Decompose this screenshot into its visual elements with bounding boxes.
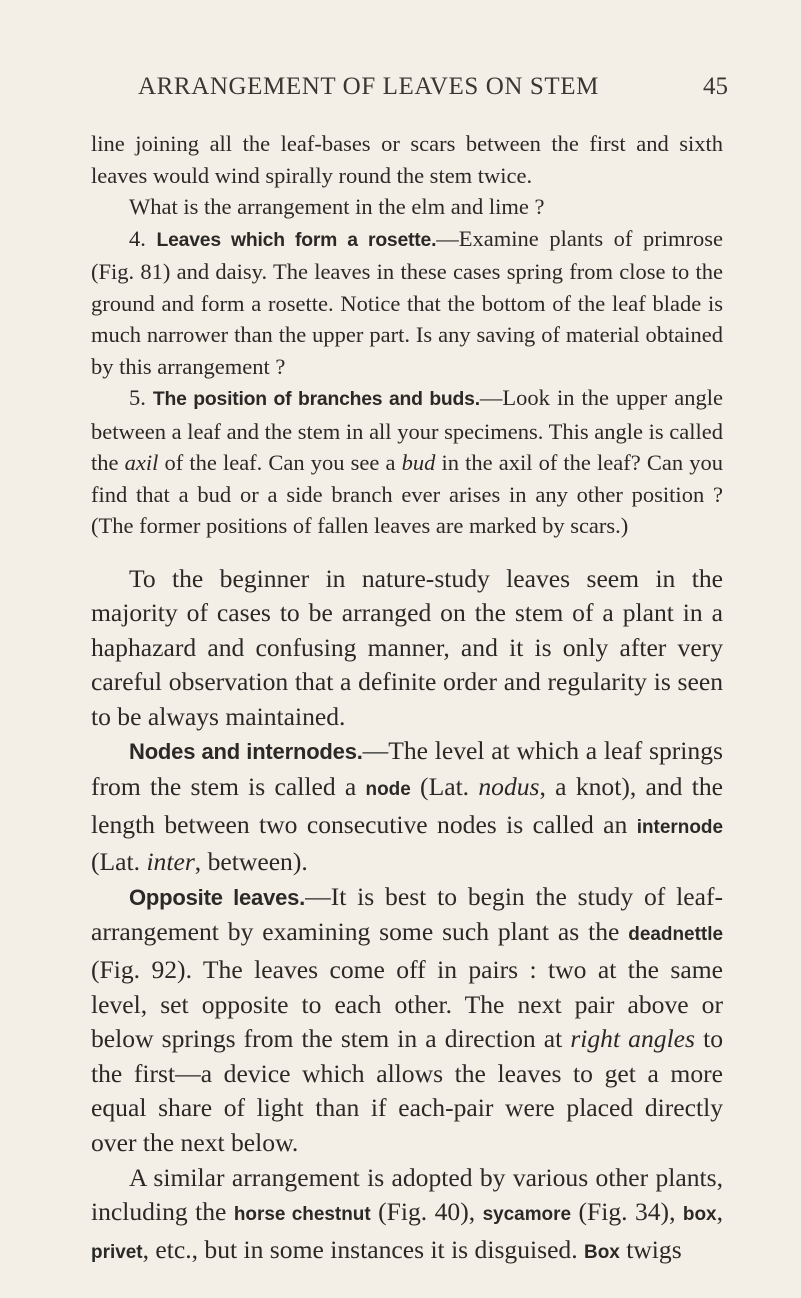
- paragraph-branches-buds: 5. The position of branches and buds.—Look in the upper angle between a leaf and the stem in all your specimens. This angle is called the axil of the leaf. Can you see a bud in the axil of the leaf? Can you find that a bud or a side branch ever arises in any other position ? (The former positions of fallen leaves are marked by scars.): [91, 385, 723, 538]
- paragraph-opposite-leaves: Opposite leaves.—It is best to begin the study of leaf-arrangement by examining some such plant as the deadnettle (Fig. 92). The leaves come off in pairs : two at the same level, set opposite to each other. The next pair above or below springs from the stem in a direction at right angles to the first—a device which allows the leaves to get a more equal share of light than if each-pair were placed directly over the next below.: [91, 881, 723, 1157]
- paragraph-question-elm-lime: What is the arrangement in the elm and lime ?: [129, 194, 545, 219]
- term-axil: axil: [124, 450, 159, 475]
- running-head: [138, 73, 728, 103]
- term-deadnettle: deadnettle: [628, 924, 723, 946]
- term-box: box: [682, 1204, 717, 1226]
- term-bud: bud: [401, 450, 436, 475]
- term-nodus: nodus: [478, 772, 540, 802]
- term-horse-chestnut: horse chestnut: [233, 1204, 371, 1226]
- item-number: 4.: [129, 225, 146, 251]
- subheading-nodes: Nodes and internodes.: [129, 739, 363, 765]
- term-right-angles: right angles: [570, 1024, 695, 1054]
- term-inter: inter: [146, 847, 195, 877]
- paragraph-rosette: 4. Leaves which form a rosette.—Examine plants of primrose (Fig. 81) and daisy. The leaves in these cases spring from close to the ground and form a rosette. Notice that the bottom of the leaf blade is much narrower than the upper part. Is any saving of material obtained by this arrangement ?: [91, 225, 723, 379]
- item-number: 5.: [129, 385, 146, 410]
- paragraph-spiral: line joining all the leaf-bases or scars between the first and sixth leaves would wind spirally round the stem twice.: [91, 131, 723, 188]
- subheading-opposite-leaves: Opposite leaves.: [129, 884, 306, 910]
- running-title: ARRANGEMENT OF LEAVES ON STEM: [138, 73, 599, 100]
- term-box-twigs: Box: [584, 1241, 620, 1263]
- term-node: node: [365, 779, 411, 801]
- paragraph-intro: To the beginner in nature-study leaves seem in the majority of cases to be arranged on the stem of a plant in a haphazard and confusing manner, and it is only after very careful observation that a definite order and regularity is seen to be always maintained.: [91, 563, 723, 731]
- paragraph-similar-arrangement: A similar arrangement is adopted by various other plants, including the horse chestnut (Fig. 40), sycamore (Fig. 34), box, privet, etc., but in some instances it is disguised. Box twigs: [91, 1162, 723, 1264]
- main-section: [91, 562, 723, 1271]
- term-sycamore: sycamore: [482, 1204, 571, 1226]
- term-privet: privet: [91, 1241, 143, 1263]
- subheading-rosette: Leaves which form a rosette.: [156, 228, 437, 251]
- subheading-branches-buds: The position of branches and buds.: [152, 388, 480, 410]
- exercise-section: [91, 128, 723, 542]
- page-number: 45: [703, 73, 728, 100]
- body-text: [91, 128, 723, 1270]
- term-internode: internode: [636, 816, 723, 838]
- paragraph-nodes: Nodes and internodes.—The level at which a leaf springs from the stem is called a node (Lat. nodus, a knot), and the length between two consecutive nodes is called an internode (Lat. inter, between).: [91, 736, 724, 877]
